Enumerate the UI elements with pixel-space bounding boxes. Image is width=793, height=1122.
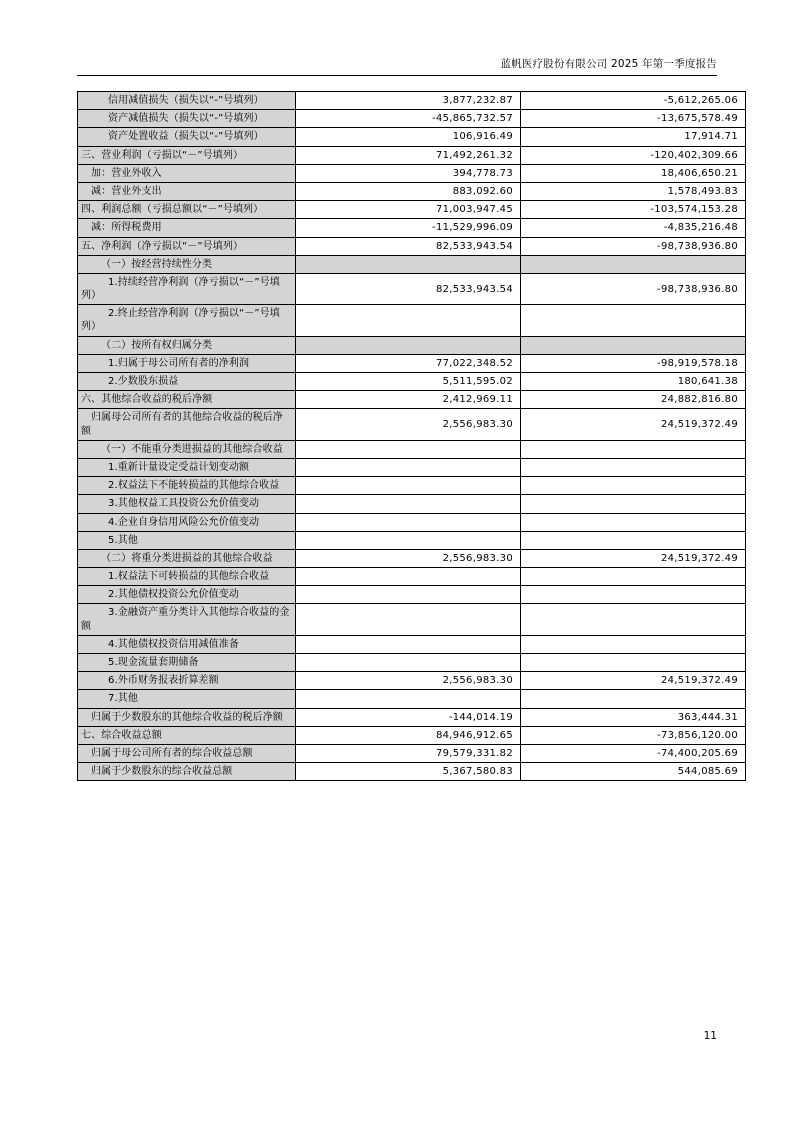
current-period-value-cell bbox=[296, 255, 521, 273]
current-period-value-cell: 84,946,912.65 bbox=[296, 726, 521, 744]
table-row bbox=[78, 744, 746, 762]
current-period-value-cell bbox=[296, 690, 521, 708]
prior-period-value-cell bbox=[521, 513, 746, 531]
current-period-value-cell bbox=[296, 477, 521, 495]
header-divider bbox=[77, 75, 717, 76]
prior-period-value-cell bbox=[521, 690, 746, 708]
row-label-cell: 六、其他综合收益的税后净额 bbox=[78, 391, 296, 409]
prior-period-value-cell: 24,519,372.49 bbox=[521, 549, 746, 567]
table-row bbox=[78, 495, 746, 513]
table-row bbox=[78, 182, 746, 200]
report-header-title: 蓝帆医疗股份有限公司 2025 年第一季度报告 bbox=[500, 58, 717, 70]
prior-period-value-cell: -4,835,216.48 bbox=[521, 219, 746, 237]
current-period-value-cell: -11,529,996.09 bbox=[296, 219, 521, 237]
current-period-value-cell: 5,367,580.83 bbox=[296, 763, 521, 781]
table-row bbox=[78, 146, 746, 164]
prior-period-value-cell: -5,612,265.06 bbox=[521, 92, 746, 110]
current-period-value-cell bbox=[296, 513, 521, 531]
current-period-value-cell: 82,533,943.54 bbox=[296, 273, 521, 304]
current-period-value-cell: 3,877,232.87 bbox=[296, 92, 521, 110]
current-period-value-cell: 77,022,348.52 bbox=[296, 354, 521, 372]
prior-period-value-cell: 1,578,493.83 bbox=[521, 182, 746, 200]
prior-period-value-cell bbox=[521, 495, 746, 513]
prior-period-value-cell: 24,882,816.80 bbox=[521, 391, 746, 409]
current-period-value-cell: 2,556,983.30 bbox=[296, 672, 521, 690]
prior-period-value-cell: -73,856,120.00 bbox=[521, 726, 746, 744]
row-label-cell: 6.外币财务报表折算差额 bbox=[78, 672, 296, 690]
current-period-value-cell bbox=[296, 305, 521, 336]
row-label-cell: （二）按所有权归属分类 bbox=[78, 336, 296, 354]
row-label-cell: 1.持续经营净利润（净亏损以“－”号填列） bbox=[78, 273, 296, 304]
prior-period-value-cell bbox=[521, 305, 746, 336]
prior-period-value-cell: 24,519,372.49 bbox=[521, 672, 746, 690]
table-row bbox=[78, 373, 746, 391]
row-label-cell: 3.其他权益工具投资公允价值变动 bbox=[78, 495, 296, 513]
table-row bbox=[78, 110, 746, 128]
table-row bbox=[78, 336, 746, 354]
current-period-value-cell: 106,916.49 bbox=[296, 128, 521, 146]
row-label-cell: 三、营业利润（亏损以“－”号填列） bbox=[78, 146, 296, 164]
prior-period-value-cell: -98,738,936.80 bbox=[521, 273, 746, 304]
current-period-value-cell bbox=[296, 440, 521, 458]
row-label-cell: 1.重新计量设定受益计划变动额 bbox=[78, 458, 296, 476]
prior-period-value-cell bbox=[521, 635, 746, 653]
current-period-value-cell bbox=[296, 458, 521, 476]
table-row bbox=[78, 305, 746, 336]
prior-period-value-cell: -13,675,578.49 bbox=[521, 110, 746, 128]
table-row bbox=[78, 354, 746, 372]
table-row bbox=[78, 237, 746, 255]
row-label-cell: 2.其他债权投资公允价值变动 bbox=[78, 586, 296, 604]
row-label-cell: 归属母公司所有者的其他综合收益的税后净额 bbox=[78, 409, 296, 440]
table-row bbox=[78, 531, 746, 549]
table-row bbox=[78, 763, 746, 781]
row-label-cell: 归属于少数股东的其他综合收益的税后净额 bbox=[78, 708, 296, 726]
current-period-value-cell: 71,492,261.32 bbox=[296, 146, 521, 164]
row-label-cell: 2.少数股东损益 bbox=[78, 373, 296, 391]
table-row bbox=[78, 128, 746, 146]
row-label-cell: 2.终止经营净利润（净亏损以“－”号填列） bbox=[78, 305, 296, 336]
table-row bbox=[78, 255, 746, 273]
current-period-value-cell: -45,865,732.57 bbox=[296, 110, 521, 128]
row-label-cell: 归属于母公司所有者的综合收益总额 bbox=[78, 744, 296, 762]
prior-period-value-cell bbox=[521, 477, 746, 495]
table-row bbox=[78, 586, 746, 604]
row-label-cell: 四、利润总额（亏损总额以“－”号填列） bbox=[78, 201, 296, 219]
income-statement-table bbox=[77, 91, 746, 781]
prior-period-value-cell: -103,574,153.28 bbox=[521, 201, 746, 219]
current-period-value-cell bbox=[296, 531, 521, 549]
current-period-value-cell: 5,511,595.02 bbox=[296, 373, 521, 391]
table-row bbox=[78, 164, 746, 182]
row-label-cell: （一）不能重分类进损益的其他综合收益 bbox=[78, 440, 296, 458]
current-period-value-cell: 2,556,983.30 bbox=[296, 549, 521, 567]
row-label-cell: 七、综合收益总额 bbox=[78, 726, 296, 744]
current-period-value-cell bbox=[296, 586, 521, 604]
current-period-value-cell: 82,533,943.54 bbox=[296, 237, 521, 255]
table-row bbox=[78, 726, 746, 744]
row-label-cell: 资产减值损失（损失以“-”号填列） bbox=[78, 110, 296, 128]
row-label-cell: 信用减值损失（损失以“-”号填列） bbox=[78, 92, 296, 110]
row-label-cell: 减：营业外支出 bbox=[78, 182, 296, 200]
current-period-value-cell: -144,014.19 bbox=[296, 708, 521, 726]
table-row bbox=[78, 568, 746, 586]
current-period-value-cell: 394,778.73 bbox=[296, 164, 521, 182]
row-label-cell: 减：所得税费用 bbox=[78, 219, 296, 237]
prior-period-value-cell: 24,519,372.49 bbox=[521, 409, 746, 440]
prior-period-value-cell bbox=[521, 458, 746, 476]
prior-period-value-cell bbox=[521, 255, 746, 273]
prior-period-value-cell bbox=[521, 336, 746, 354]
current-period-value-cell bbox=[296, 604, 521, 635]
table-row bbox=[78, 549, 746, 567]
prior-period-value-cell bbox=[521, 531, 746, 549]
prior-period-value-cell: -74,400,205.69 bbox=[521, 744, 746, 762]
page-header bbox=[77, 56, 717, 76]
row-label-cell: 5.现金流量套期储备 bbox=[78, 654, 296, 672]
page-number: 11 bbox=[703, 1030, 717, 1042]
current-period-value-cell bbox=[296, 568, 521, 586]
prior-period-value-cell: -120,402,309.66 bbox=[521, 146, 746, 164]
table-row bbox=[78, 458, 746, 476]
row-label-cell: 1.权益法下可转损益的其他综合收益 bbox=[78, 568, 296, 586]
current-period-value-cell bbox=[296, 654, 521, 672]
row-label-cell: 3.金融资产重分类计入其他综合收益的金额 bbox=[78, 604, 296, 635]
prior-period-value-cell: 180,641.38 bbox=[521, 373, 746, 391]
prior-period-value-cell: 544,085.69 bbox=[521, 763, 746, 781]
table-row bbox=[78, 477, 746, 495]
current-period-value-cell: 2,556,983.30 bbox=[296, 409, 521, 440]
row-label-cell: 归属于少数股东的综合收益总额 bbox=[78, 763, 296, 781]
row-label-cell: 5.其他 bbox=[78, 531, 296, 549]
row-label-cell: 7.其他 bbox=[78, 690, 296, 708]
current-period-value-cell bbox=[296, 635, 521, 653]
prior-period-value-cell: -98,738,936.80 bbox=[521, 237, 746, 255]
table-row bbox=[78, 92, 746, 110]
row-label-cell: （一）按经营持续性分类 bbox=[78, 255, 296, 273]
prior-period-value-cell: 363,444.31 bbox=[521, 708, 746, 726]
table-row bbox=[78, 440, 746, 458]
current-period-value-cell: 71,003,947.45 bbox=[296, 201, 521, 219]
prior-period-value-cell: -98,919,578.18 bbox=[521, 354, 746, 372]
table-row bbox=[78, 690, 746, 708]
prior-period-value-cell: 18,406,650.21 bbox=[521, 164, 746, 182]
prior-period-value-cell: 17,914.71 bbox=[521, 128, 746, 146]
row-label-cell: 4.其他债权投资信用减值准备 bbox=[78, 635, 296, 653]
current-period-value-cell bbox=[296, 336, 521, 354]
row-label-cell: 资产处置收益（损失以“-”号填列） bbox=[78, 128, 296, 146]
current-period-value-cell: 883,092.60 bbox=[296, 182, 521, 200]
row-label-cell: 1.归属于母公司所有者的净利润 bbox=[78, 354, 296, 372]
table-row bbox=[78, 391, 746, 409]
table-row bbox=[78, 672, 746, 690]
financial-statement-table-wrapper bbox=[77, 91, 738, 781]
current-period-value-cell: 79,579,331.82 bbox=[296, 744, 521, 762]
prior-period-value-cell bbox=[521, 586, 746, 604]
row-label-cell: 加：营业外收入 bbox=[78, 164, 296, 182]
row-label-cell: （二）将重分类进损益的其他综合收益 bbox=[78, 549, 296, 567]
prior-period-value-cell bbox=[521, 568, 746, 586]
table-row bbox=[78, 604, 746, 635]
prior-period-value-cell bbox=[521, 440, 746, 458]
table-row bbox=[78, 513, 746, 531]
current-period-value-cell: 2,412,969.11 bbox=[296, 391, 521, 409]
table-row bbox=[78, 635, 746, 653]
prior-period-value-cell bbox=[521, 604, 746, 635]
row-label-cell: 2.权益法下不能转损益的其他综合收益 bbox=[78, 477, 296, 495]
row-label-cell: 4.企业自身信用风险公允价值变动 bbox=[78, 513, 296, 531]
table-row bbox=[78, 409, 746, 440]
row-label-cell: 五、净利润（净亏损以“－”号填列） bbox=[78, 237, 296, 255]
table-row bbox=[78, 219, 746, 237]
prior-period-value-cell bbox=[521, 654, 746, 672]
table-row bbox=[78, 654, 746, 672]
table-row bbox=[78, 273, 746, 304]
table-row bbox=[78, 708, 746, 726]
table-row bbox=[78, 201, 746, 219]
current-period-value-cell bbox=[296, 495, 521, 513]
